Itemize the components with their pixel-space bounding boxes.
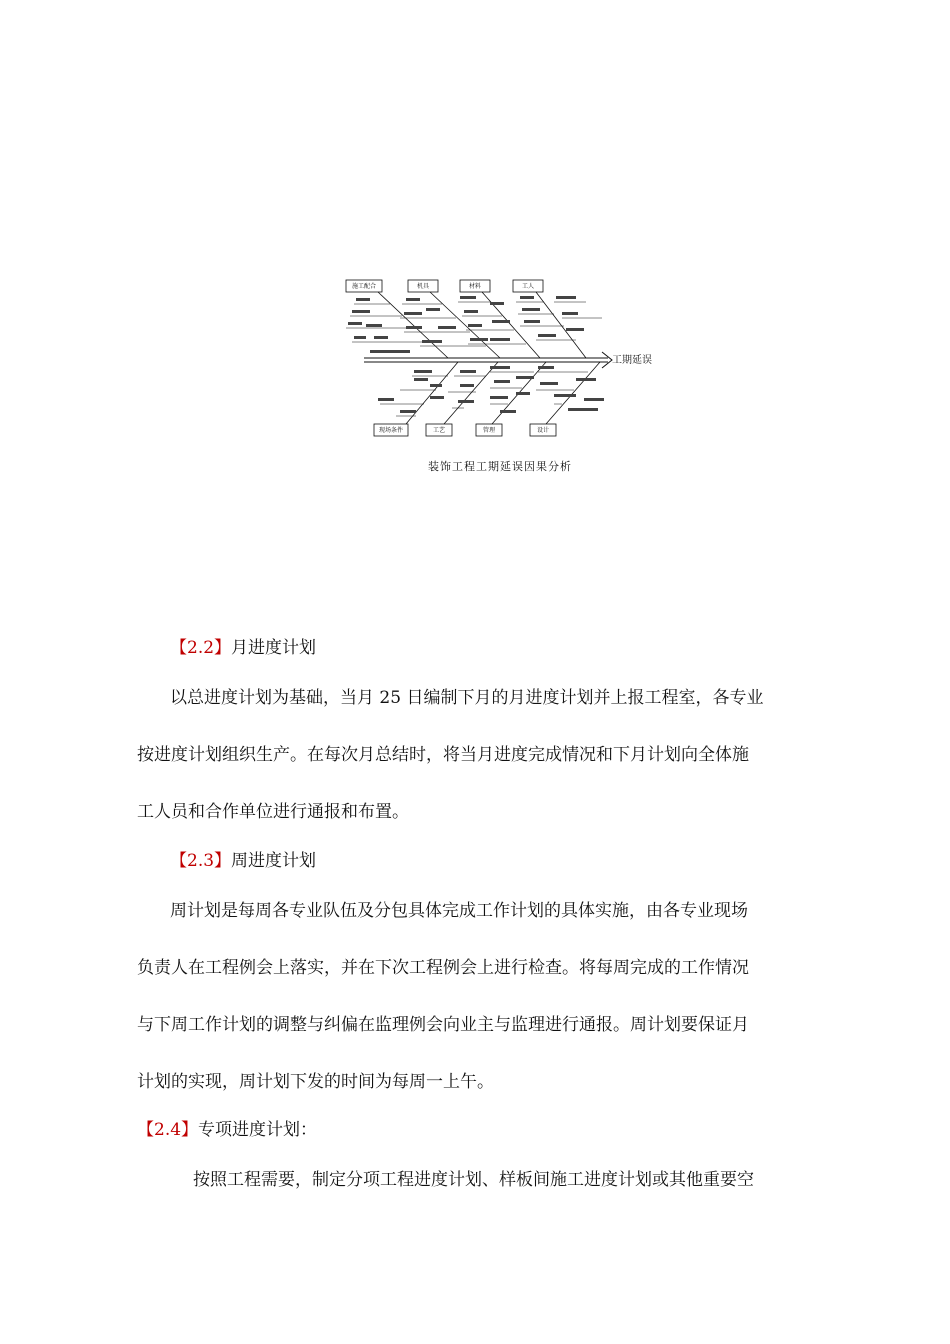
top-category-1-label: 施工配合 — [351, 283, 377, 290]
spine-arrow — [602, 352, 612, 368]
section-title: 专项进度计划： — [198, 1120, 318, 1140]
bottom-category-4 — [530, 424, 556, 436]
bottom-cause-marks — [378, 366, 604, 413]
top-cause-marks — [348, 296, 584, 353]
paragraph-line: 工人员和合作单位进行通报和布置。 — [137, 802, 409, 822]
section-heading-2-4 — [137, 1118, 317, 1142]
bottom-category-4-label: 设计 — [536, 427, 550, 434]
bottom-category-3-label: 管理 — [482, 427, 496, 434]
bottom-category-3 — [476, 424, 502, 436]
paragraph-line: 与下周工作计划的调整与纠偏在监理例会向业主与监理进行通报。周计划要保证月 — [137, 1015, 749, 1035]
top-category-4 — [513, 280, 543, 292]
figure-caption: 装饰工程工期延误因果分析 — [428, 460, 572, 473]
section-number: 【2.3】 — [170, 851, 232, 871]
section-number: 【2.2】 — [170, 638, 232, 658]
top-bone-1 — [378, 292, 448, 358]
bottom-category-1-label: 现场条件 — [378, 427, 404, 434]
section-heading-2-2 — [170, 636, 316, 660]
paragraph-line: 按照工程需要，制定分项工程进度计划、样板间施工进度计划或其他重要空 — [193, 1170, 754, 1190]
paragraph-line: 计划的实现，周计划下发的时间为每周一上午。 — [137, 1072, 494, 1092]
bottom-category-1 — [374, 424, 408, 436]
effect-label: 工期延误 — [612, 355, 652, 366]
fishbone-diagram — [340, 272, 660, 472]
top-category-4-label: 工人 — [521, 283, 535, 290]
top-category-1 — [346, 280, 382, 292]
fishbone-svg — [340, 272, 660, 472]
top-category-3-label: 材料 — [468, 283, 482, 290]
section-title: 月进度计划 — [231, 638, 317, 658]
bottom-category-2 — [426, 424, 452, 436]
paragraph-line: 以总进度计划为基础，当月 25 日编制下月的月进度计划并上报工程室，各专业 — [170, 688, 764, 708]
paragraph-line: 按进度计划组织生产。在每次月总结时，将当月进度完成情况和下月计划向全体施 — [137, 745, 749, 765]
bottom-bone-4 — [546, 362, 600, 424]
bottom-category-2-label: 工艺 — [432, 427, 446, 434]
top-category-3 — [460, 280, 490, 292]
section-heading-2-3 — [170, 849, 316, 873]
top-category-2 — [408, 280, 438, 292]
paragraph-line: 周计划是每周各专业队伍及分包具体完成工作计划的具体实施，由各专业现场 — [170, 901, 748, 921]
top-category-2-label: 机具 — [416, 283, 430, 290]
section-number: 【2.4】 — [137, 1120, 199, 1140]
paragraph-line: 负责人在工程例会上落实，并在下次工程例会上进行检查。将每周完成的工作情况 — [137, 958, 749, 978]
section-title: 周进度计划 — [231, 851, 317, 871]
